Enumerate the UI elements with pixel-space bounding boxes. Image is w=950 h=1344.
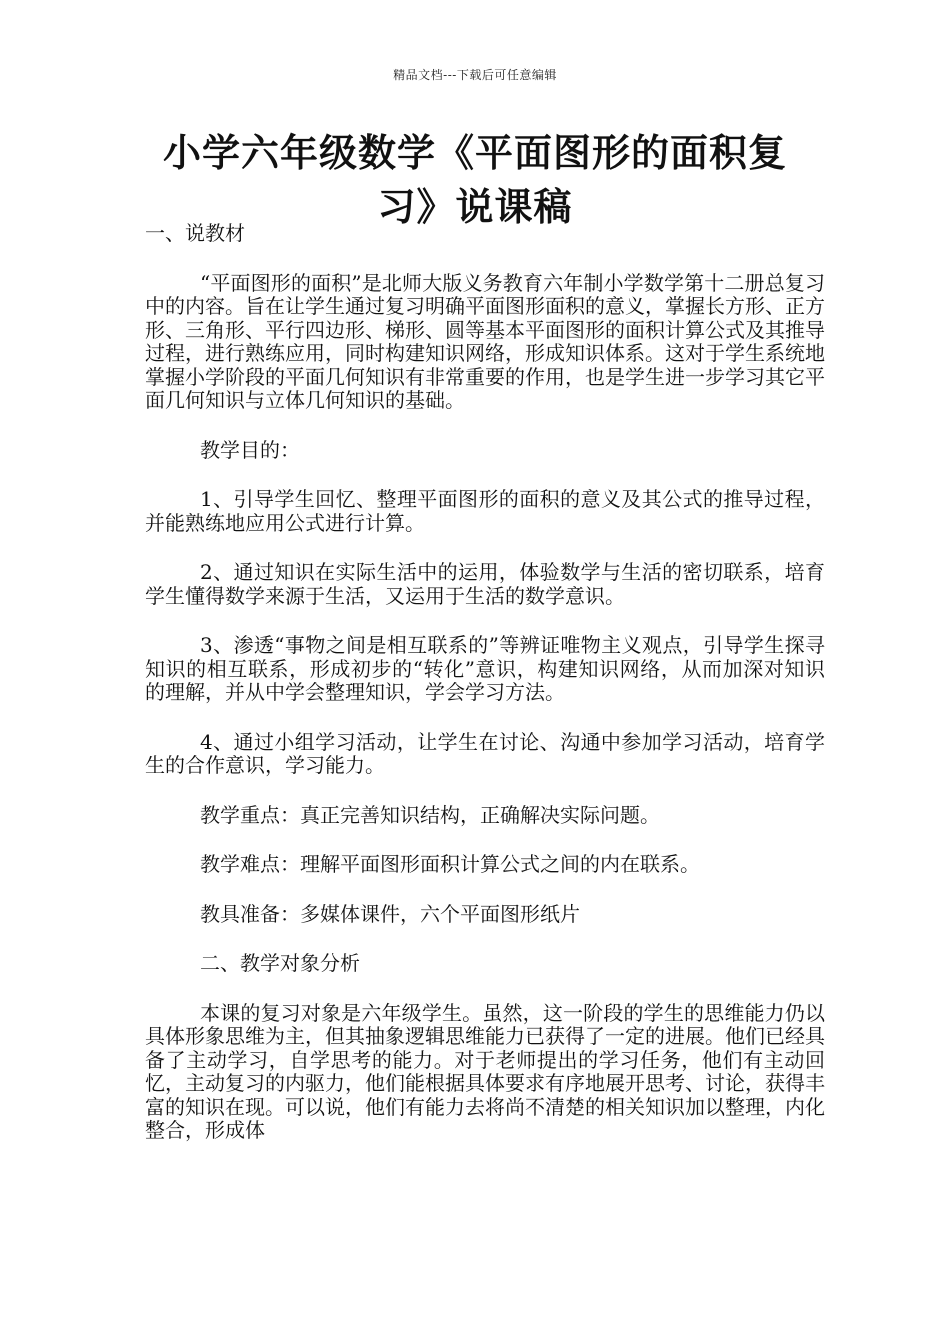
paragraph: 教学重点：真正完善知识结构，正确解决实际问题。	[200, 802, 660, 827]
paragraph: 教学难点：理解平面图形面积计算公式之间的内在联系。	[200, 852, 700, 876]
paragraph: 教具准备：多媒体课件，六个平面图形纸片	[200, 901, 580, 926]
section-heading: 一、说教材	[145, 221, 245, 245]
paragraph: 2、通过知识在实际生活中的运用，体验数学与生活的密切联系，培育学生懂得数学来源于生活，又运用于生活的数学意识。	[145, 560, 825, 608]
document-title: 小学六年级数学《平面图形的面积复习》说课稿	[162, 130, 787, 229]
page-header: 精品文档---下载后可任意编辑	[393, 68, 557, 82]
document-body	[145, 222, 825, 1143]
paragraph: 本课的复习对象是六年级学生。虽然，这一阶段的学生的思维能力仍以具体形象思维为主，但其抽象逻辑思维能力已获得了一定的进展。他们已经具备了主动学习，自学思考的能力。对于老师提出的学习任务，他们有主动回忆，主动复习的内驱力，他们能根据具体要求有序地展开思考、讨论，获得丰富的知识在现。可以说，他们有能力去将尚不清楚的相关知识加以整理，内化整合，形成体	[145, 1000, 825, 1142]
paragraph: “平面图形的面积”是北师大版义务教育六年制小学数学第十二册总复习中的内容。旨在让学生通过复习明确平面图形面积的意义，掌握长方形、正方形、三角形、平行四边形、梯形、圆等基本平面图形的面积计算公式及其推导过程，进行熟练应用，同时构建知识网络，形成知识体系。这对于学生系统地掌握小学阶段的平面几何知识有非常重要的作用，也是学生进一步学习其它平面几何知识与立体几何知识的基础。	[145, 270, 825, 412]
paragraph: 3、渗透“事物之间是相互联系的”等辨证唯物主义观点，引导学生探寻知识的相互联系，形成初步的“转化”意识，构建知识网络，从而加深对知识的理解，并从中学会整理知识，学会学习方法。	[145, 633, 825, 704]
paragraph: 1、引导学生回忆、整理平面图形的面积的意义及其公式的推导过程，并能熟练地应用公式进行计算。	[145, 487, 825, 535]
paragraph: 4、通过小组学习活动，让学生在讨论、沟通中参加学习活动，培育学生的合作意识，学习能力。	[145, 729, 825, 777]
section-heading: 二、教学对象分析	[200, 951, 360, 975]
paragraph: 教学目的：	[200, 437, 300, 462]
